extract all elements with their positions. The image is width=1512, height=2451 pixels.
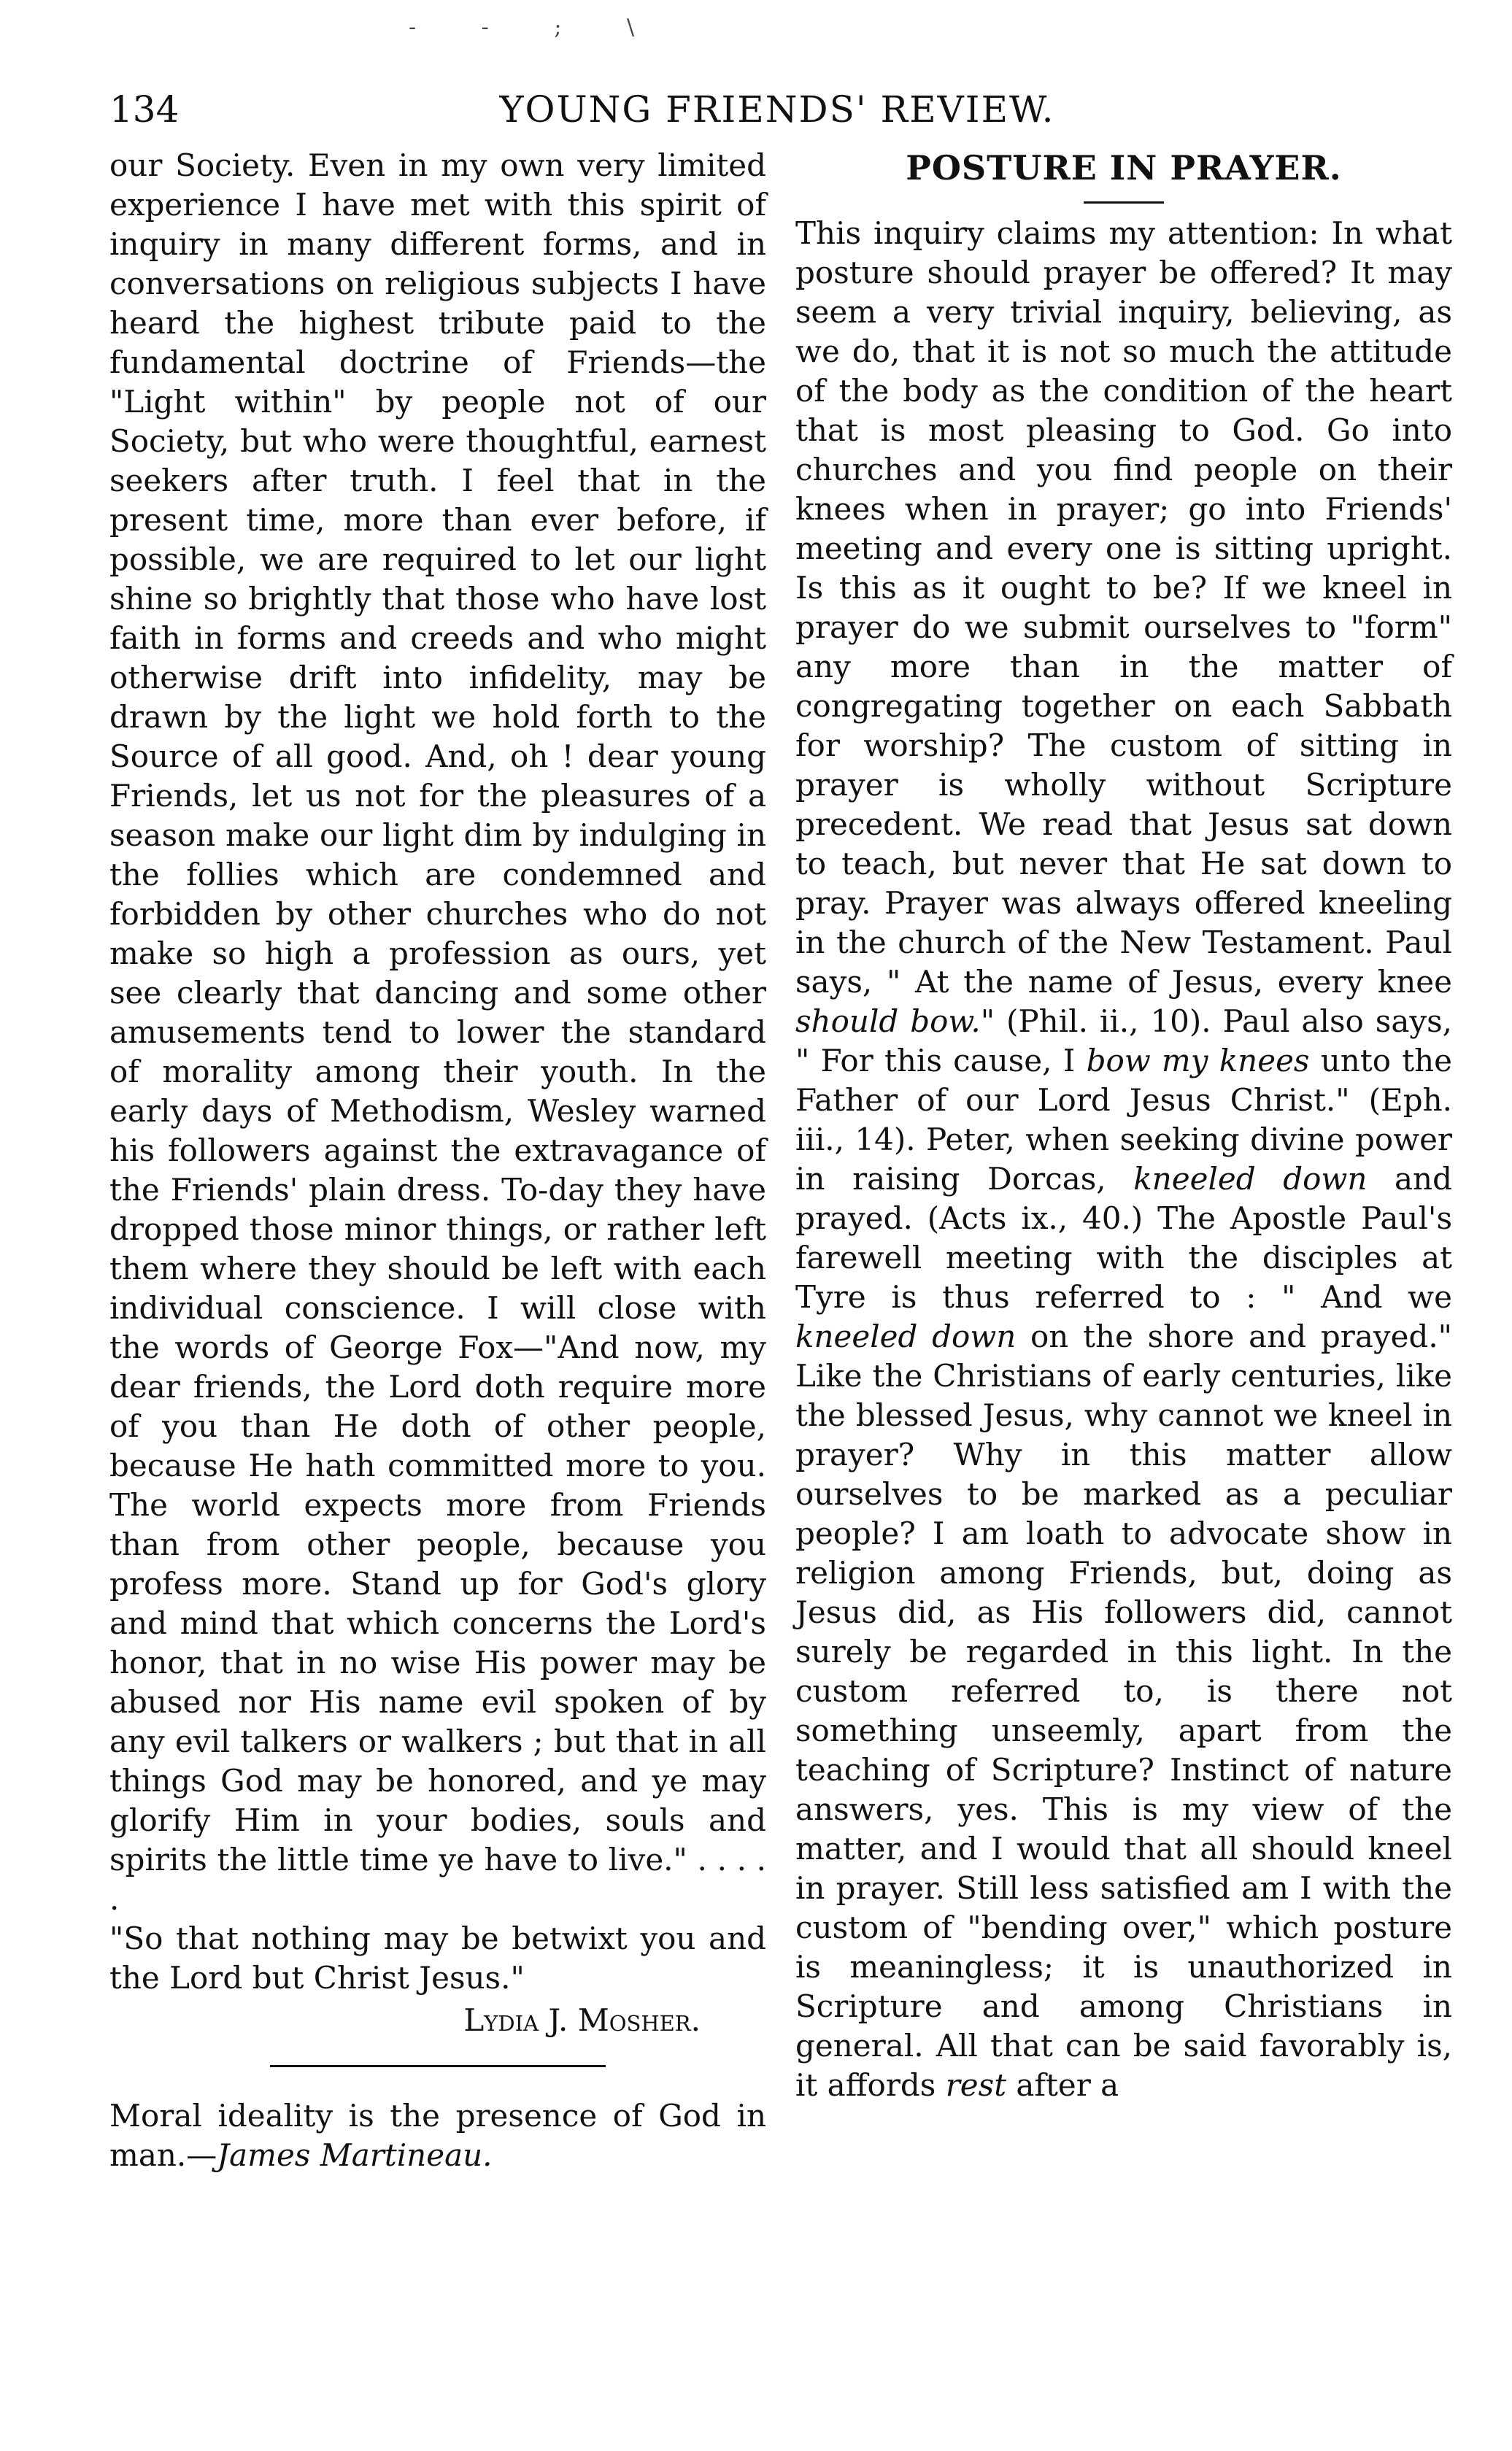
page-number: 134 (109, 88, 180, 131)
body-text: after a (1006, 2067, 1119, 2103)
italic-phrase: kneeled down (1133, 1161, 1368, 1197)
body-text: " (Phil. ii., 10). Paul also says, " For this cause, I (795, 1003, 1452, 1078)
author-signature: Lydia J. Mosher. (463, 2002, 701, 2038)
page-header (109, 80, 1445, 139)
right-column (795, 146, 1452, 2105)
italic-phrase: should bow. (795, 1003, 981, 1039)
italic-phrase: kneeled down (795, 1319, 1017, 1354)
italic-phrase: rest (945, 2067, 1007, 2103)
closing-line: "So that nothing may be betwixt you and the Lord but Christ Jesus." (109, 1921, 766, 1996)
body-text: unto the Father of our Lord Jesus Christ." (Eph. iii., 14). Peter, when seeking divine power in raising Dorcas, (795, 1043, 1452, 1197)
quote-author: James Martineau. (217, 2137, 493, 2173)
article-title: POSTURE IN PRAYER. (906, 148, 1342, 188)
article-body (795, 214, 1452, 2105)
quote-text: Moral ideality is the presence of God in man.— (109, 2098, 766, 2173)
section-divider (270, 2065, 606, 2067)
body-text: This inquiry claims my attention: In what posture should prayer be offered? It may seem a very trivial inquiry, believing, as we do, that it is not so much the attitude of the body as the condition of the heart that is most pleasing to God. Go into churches and you find people on their knees when in prayer; go into Friends' meeting and every one is sitting upright. Is this as it ought to be? If we kneel in prayer do we submit ourselves to "form" any more than in the matter of congregating together on each Sabbath for worship? The custom of sitting in prayer is wholly without Scripture precedent. We read that Jesus sat down to teach, but never that He sat down to pray. Prayer was always offered kneeling in the church of the New Testament. Paul says, " At the name of Jesus, every knee (795, 215, 1452, 1000)
italic-phrase: bow my knees (1086, 1043, 1310, 1078)
left-paragraph: our Society. Even in my own very limited experience I have met with this spirit of inquiry in many different forms, and in conversations on religious subjects I have heard the highest tribute paid to the fundamental doctrine of Friends—the "Light within" by people not of our Society, but who were thoughtful, earnest seekers after truth. I feel that in the present time, more than ever before, if possible, we are required to let our light shine so brightly that those who have lost faith in forms and creeds and who might otherwise drift into infidelity, may be drawn by the light we hold forth to the Source of all good. And, oh ! dear young Friends, let us not for the pleasures of a season make our light dim by indulging in the follies which are condemned and forbidden by other churches who do not make so high a profession as ours, yet see clearly that dancing and some other amusements tend to lower the standard of morality among their youth. In the early days of Methodism, Wesley warned his followers against the extravagance of the Friends' plain dress. To-day they have dropped those minor things, or rather left them where they should be left with each individual conscience. I will close with the words of George Fox—"And now, my dear friends, the Lord doth require more of you than He doth of other people, because He hath committed more to you. The world expects more from Friends than from other people, because you profess more. Stand up for God's glory and mind that which concerns the Lord's honor, that in no wise His power may be abused nor His name evil spoken of by any evil talkers or walkers ; but that in all things God may be honored, and ye may glorify Him in your bodies, souls and spirits the little time ye have to live." . . . . . (109, 147, 766, 1917)
title-rule (1084, 201, 1164, 204)
epigraph-quote (109, 2096, 766, 2175)
print-specks: - - ; \ (409, 15, 664, 40)
running-title: YOUNG FRIENDS' REVIEW. (499, 88, 1055, 131)
body-text: and prayed. (Acts ix., 40.) The Apostle Paul's farewell meeting with the disciples at Tyre is thus referred to : " And we (795, 1161, 1452, 1315)
left-column (109, 146, 766, 2175)
body-text: on the shore and prayed." Like the Christians of early centuries, like the blessed Jesus, why cannot we kneel in prayer? Why in this matter allow ourselves to be marked as a peculiar people? I am loath to advocate show in religion among Friends, but, doing as Jesus did, as His followers did, cannot surely be regarded in this light. In the custom referred to, is there not something unseemly, apart from the teaching of Scripture? Instinct of nature answers, yes. This is my view of the matter, and I would that all should kneel in prayer. Still less satisfied am I with the custom of "bending over," which posture is meaningless; it is unauthorized in Scripture and among Christians in general. All that can be said favorably is, it affords (795, 1319, 1452, 2103)
